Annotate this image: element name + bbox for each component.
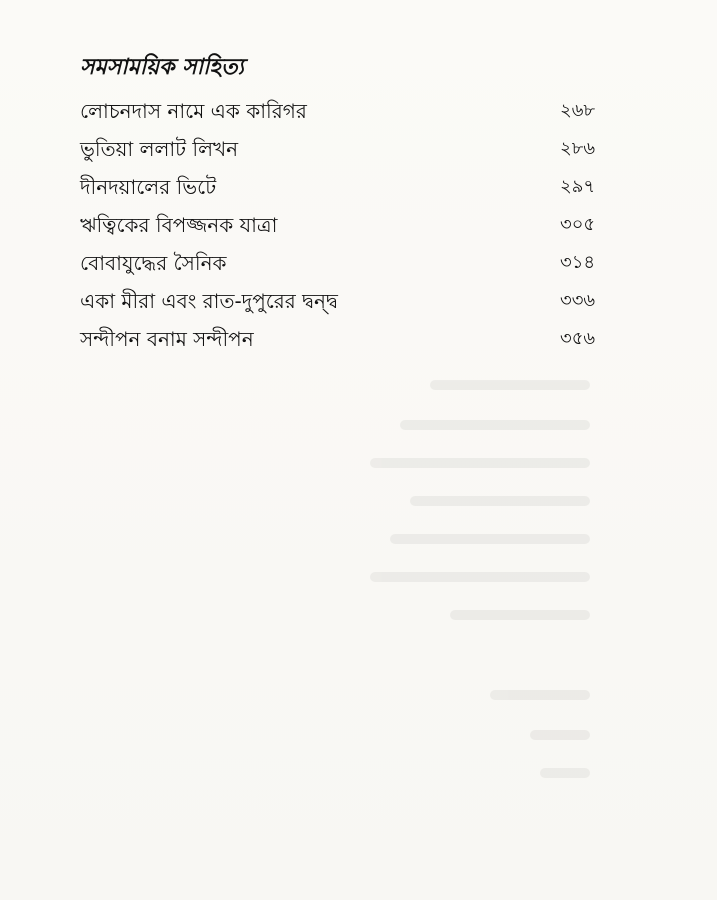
toc-entry[interactable] (80, 130, 620, 168)
toc-entry-title: দীনদয়ালের ভিটে (80, 175, 217, 199)
toc-entry-page: ২৮৬ (560, 138, 596, 159)
toc-entry-page: ৩৫৬ (560, 328, 596, 349)
toc-entry[interactable] (80, 206, 620, 244)
toc-entry-title: ভুতিয়া ললাট লিখন (80, 137, 239, 161)
toc-entry-title: লোচনদাস নামে এক কারিগর (80, 99, 307, 123)
toc-entry-page: ৩১৪ (560, 252, 596, 273)
toc-entry-page: ৩৩৬ (560, 290, 596, 311)
section-title: সমসাময়িক সাহিত্য (80, 54, 244, 80)
toc-entry-title: ঋত্বিকের বিপজ্জনক যাত্রা (80, 213, 278, 237)
show-through-text (70, 370, 690, 830)
toc-entry-title: সন্দীপন বনাম সন্দীপন (80, 327, 254, 351)
toc-entry-page: ৩০৫ (560, 214, 596, 235)
toc-list (80, 92, 620, 358)
toc-entry[interactable] (80, 244, 620, 282)
toc-entry[interactable] (80, 168, 620, 206)
toc-entry[interactable] (80, 92, 620, 130)
toc-entry[interactable] (80, 320, 620, 358)
toc-entry-title: বোবাযুদ্ধের সৈনিক (80, 251, 227, 275)
toc-entry-page: ২৬৮ (560, 100, 596, 121)
toc-entry-title: একা মীরা এবং রাত-দুপুরের দ্বন্দ্ব (80, 289, 338, 313)
toc-entry-page: ২৯৭ (560, 176, 596, 197)
toc-entry[interactable] (80, 282, 620, 320)
